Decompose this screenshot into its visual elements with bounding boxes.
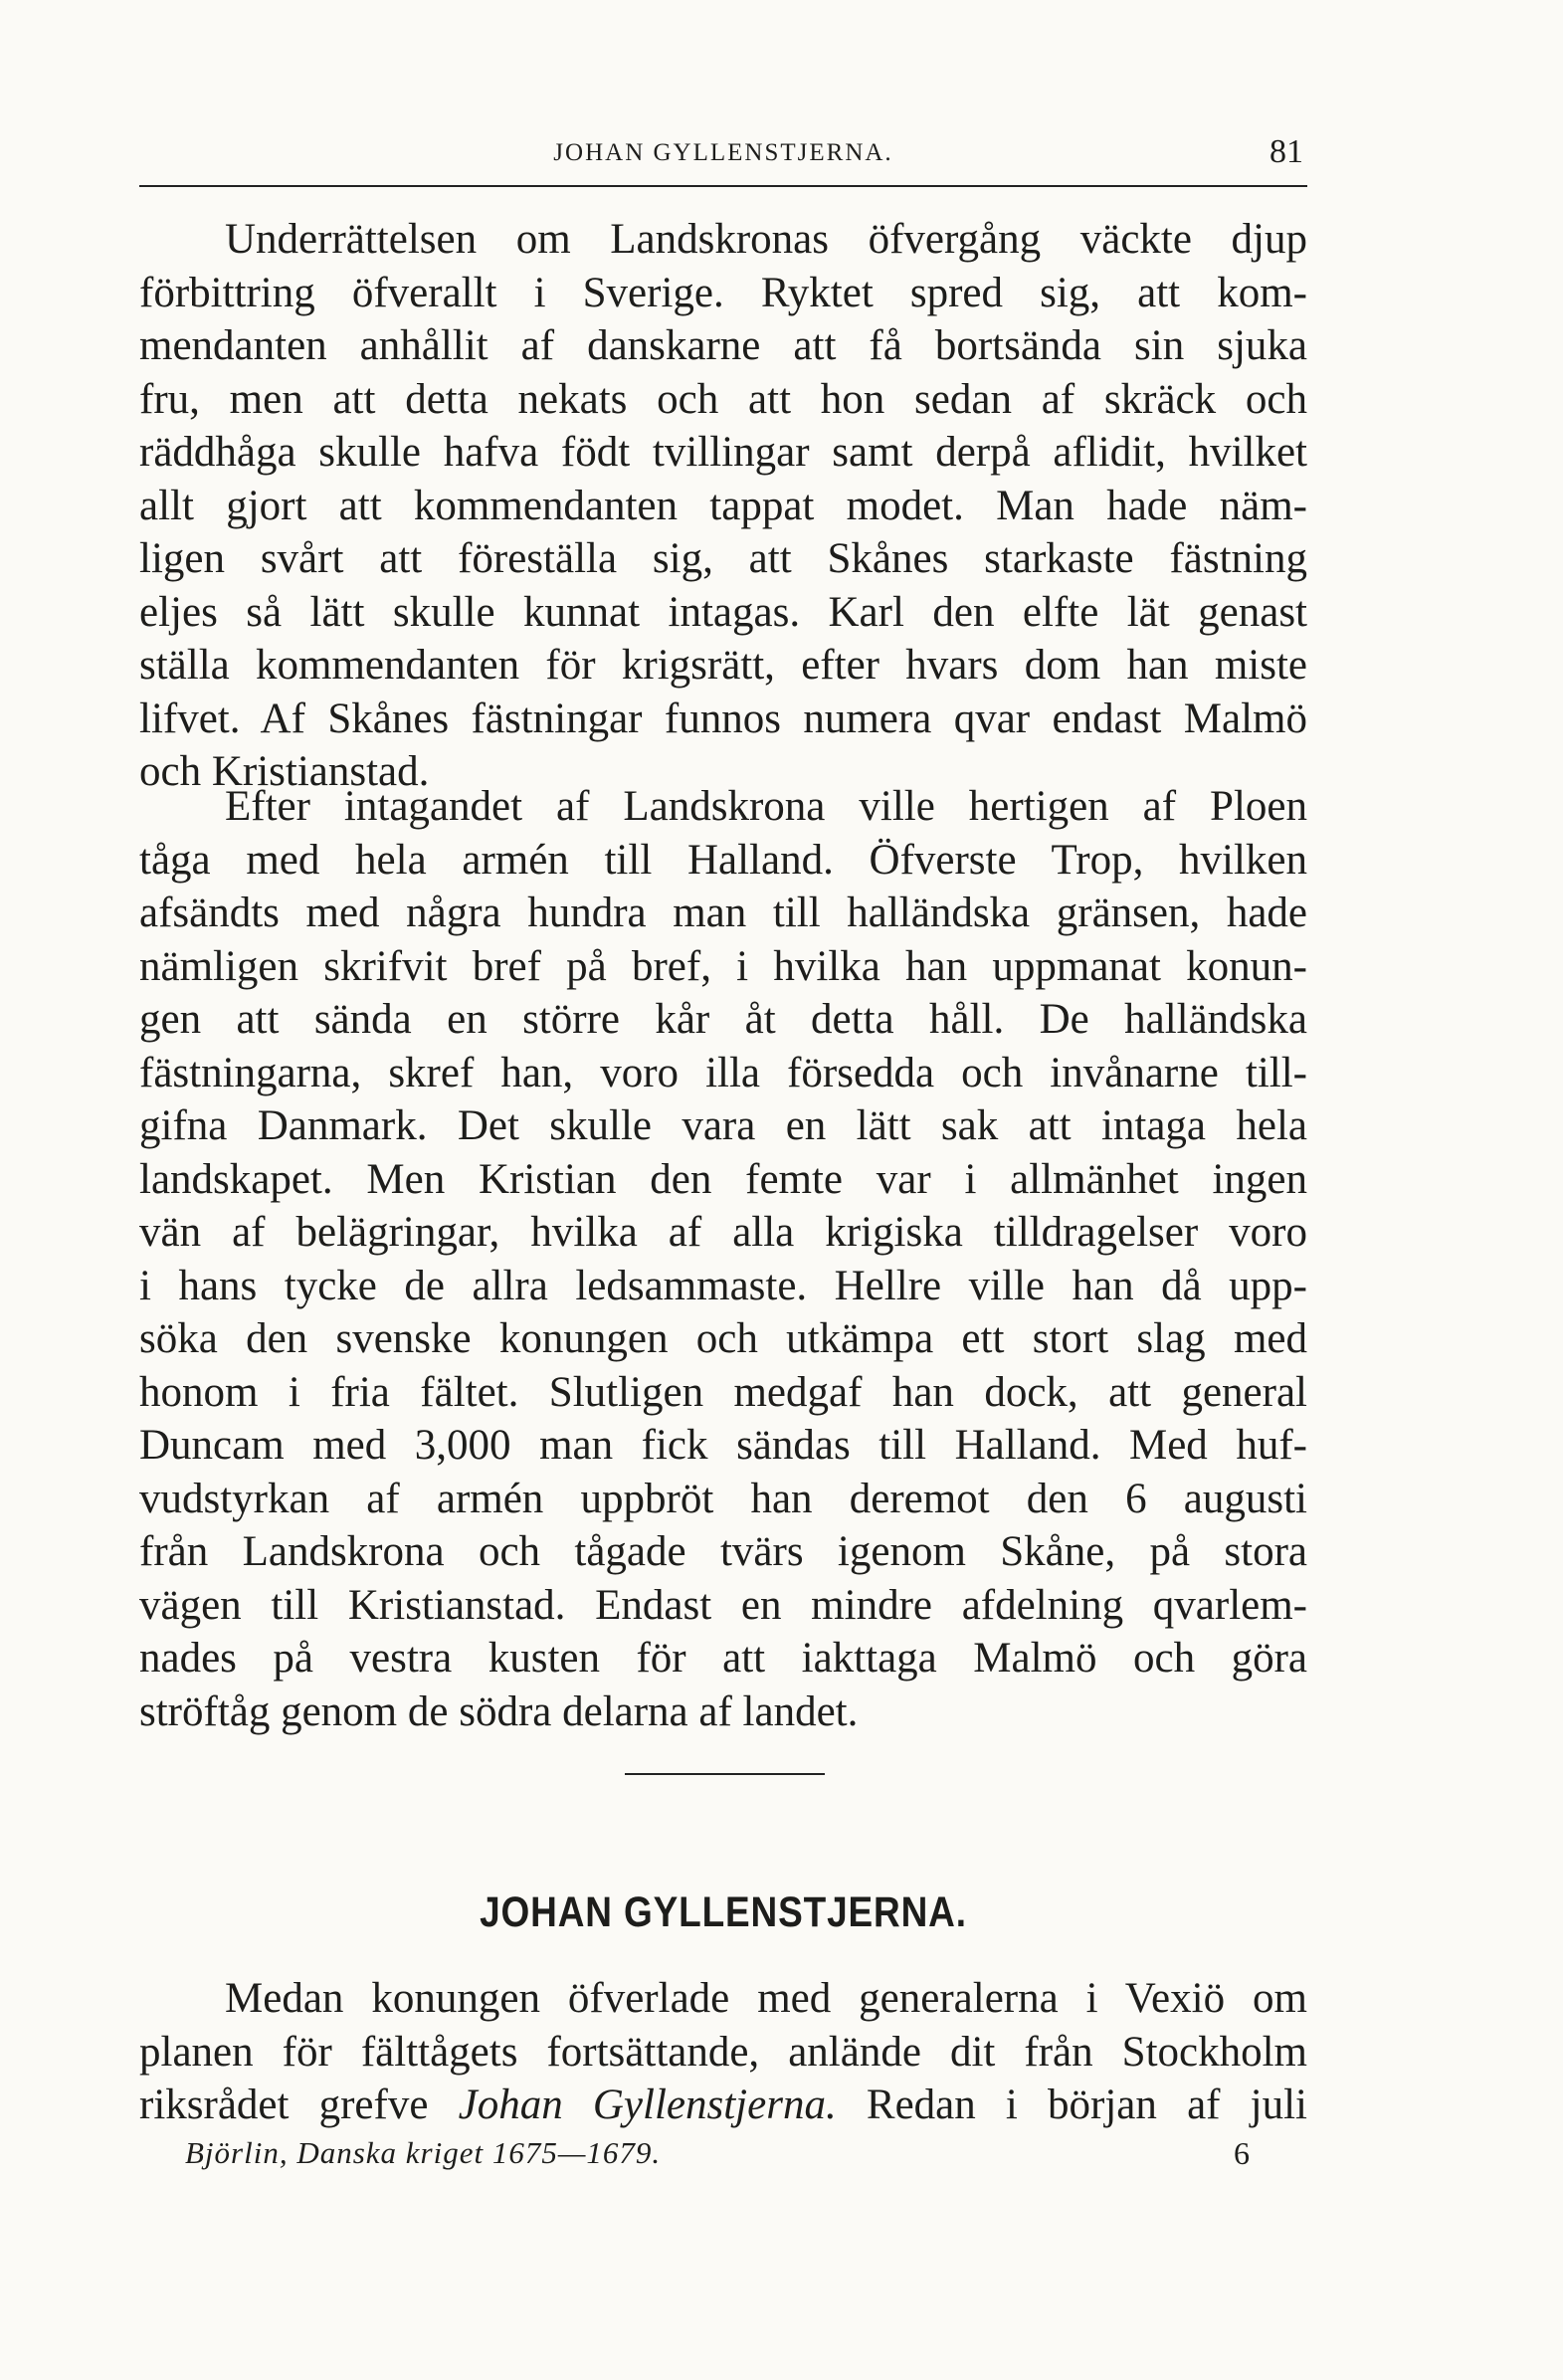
section-heading: JOHAN GYLLENSTJERNA. (480, 1888, 967, 1936)
text-line: ströftåg genom de södra delarna af landet. (139, 1687, 859, 1735)
text-line: Underrättelsen om Landskronas öfvergång väckte djup (225, 216, 1307, 263)
text-line: vän af belägringar, hvilka af alla krigiska tilldragelser voro (139, 1209, 1307, 1256)
text-line: från Landskrona och tågade tvärs igenom Skåne, på stora (139, 1528, 1307, 1575)
text-line: tåga med hela armén till Halland. Öfverste Trop, hvilken (139, 836, 1307, 884)
signature-mark: 6 (1234, 2135, 1250, 2171)
section-divider (625, 1773, 825, 1775)
running-title: JOHAN GYLLENSTJERNA. (553, 139, 893, 166)
text-line: förbittring öfverallt i Sverige. Ryktet spred sig, att kom- (139, 269, 1307, 316)
text-line: gifna Danmark. Det skulle vara en lätt sak att intaga hela (139, 1102, 1307, 1149)
text-line: mendanten anhållit af danskarne att få bortsända sin sjuka (139, 322, 1307, 369)
text-line: Medan konungen öfverlade med generalerna i Vexiö om (225, 1975, 1307, 2022)
text-line: planen för fälttågets fortsättande, anlände dit från Stockholm (139, 2028, 1307, 2076)
page-number: 81 (1270, 133, 1303, 170)
text-line: vägen till Kristianstad. Endast en mindre afdelning qvarlem- (139, 1581, 1307, 1629)
text-line: vudstyrkan af armén uppbröt han deremot den 6 augusti (139, 1475, 1307, 1522)
text-line: nades på vestra kusten för att iakttaga Malmö och göra (139, 1635, 1307, 1682)
text-line: Duncam med 3,000 man fick sändas till Halland. Med huf- (139, 1422, 1307, 1469)
running-head (139, 135, 1307, 187)
text-line: afsändts med några hundra man till halländska gränsen, hade (139, 890, 1307, 936)
text-line: räddhåga skulle hafva födt tvillingar samt derpå aflidit, hvilket (139, 429, 1307, 476)
text-line: gen att sända en större kår åt detta håll. De halländska (139, 996, 1307, 1043)
text-fragment: Redan i början af juli (836, 2082, 1307, 2128)
page-footer (185, 2135, 1250, 2179)
footer-source: Björlin, Danska kriget 1675—1679. (185, 2135, 662, 2170)
paragraph-2 (139, 780, 1307, 1738)
text-line: allt gjort att kommendanten tappat modet. Man hade näm- (139, 482, 1307, 529)
text-line: landskapet. Men Kristian den femte var i allmänhet ingen (139, 1155, 1307, 1203)
text-line: och Kristianstad. (139, 748, 430, 795)
text-line: nämligen skrifvit bref på bref, i hvilka han uppmanat konun- (139, 942, 1307, 990)
text-fragment: riksrådet grefve (139, 2082, 459, 2128)
text-line: fru, men att detta nekats och att hon sedan af skräck och (139, 375, 1307, 423)
text-line: lifvet. Af Skånes fästningar funnos numera qvar endast Malmö (139, 694, 1307, 742)
text-line-mixed (139, 2079, 1307, 2132)
text-line: i hans tycke de allra ledsammaste. Hellre ville han då upp- (139, 1262, 1307, 1309)
paragraph-3 (139, 1972, 1307, 2132)
text-line: eljes så lätt skulle kunnat intagas. Karl den elfte lät genast (139, 588, 1307, 636)
text-line: fästningarna, skref han, voro illa försedda och invånarne till- (139, 1049, 1307, 1096)
text-line: honom i fria fältet. Slutligen medgaf han dock, att general (139, 1368, 1307, 1416)
text-line: Efter intagandet af Landskrona ville hertigen af Ploen (225, 783, 1307, 830)
text-line: ligen svårt att föreställa sig, att Skånes starkaste fästning (139, 535, 1307, 582)
text-line: söka den svenske konungen och utkämpa ett stort slag med (139, 1315, 1307, 1362)
paragraph-1 (139, 213, 1307, 799)
text-line: ställa kommendanten för krigsrätt, efter hvars dom han miste (139, 642, 1307, 689)
italic-name: Johan Gyllenstjerna. (458, 2082, 837, 2128)
